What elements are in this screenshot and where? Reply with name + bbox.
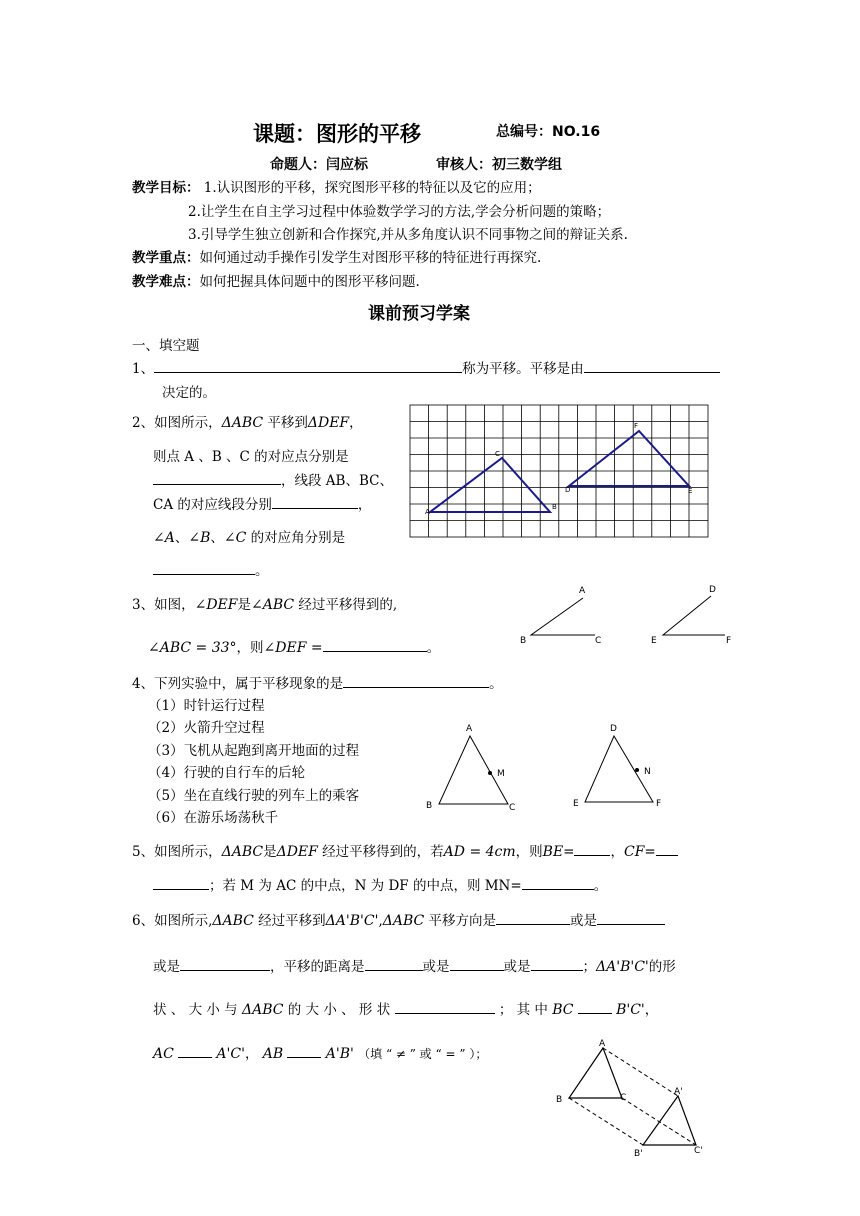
q5-text: ；若 M 为 AC 的中点，N 为 DF 的中点，则 MN=: [209, 878, 522, 894]
answer-blank[interactable]: [154, 358, 462, 373]
question-3-line-2: [148, 636, 440, 656]
goals-row: [132, 176, 541, 196]
serial-number: 总编号：NO.16: [496, 124, 601, 140]
answer-blank[interactable]: [531, 956, 583, 971]
q5-text: ，则: [515, 844, 543, 860]
question-3-line-1: [132, 593, 397, 613]
answer-blank[interactable]: [656, 841, 678, 856]
math-expr: CF: [623, 844, 645, 860]
q6-text: 6、如图所示,: [132, 913, 213, 929]
q6-text: 或是: [422, 959, 450, 975]
goals-label: 教学目标：: [132, 180, 200, 196]
q1-text: 称为平移。平移是由: [462, 361, 584, 377]
q4-text: 。: [489, 676, 503, 692]
answer-blank[interactable]: [395, 999, 495, 1014]
q6-text: ，: [644, 1002, 659, 1018]
option-item: （2）火箭升空过程: [148, 720, 265, 736]
answer-blank[interactable]: [153, 470, 281, 485]
q2-text: ，: [349, 415, 363, 431]
q6-text: 经过平移到: [258, 913, 326, 929]
answer-blank[interactable]: [574, 841, 610, 856]
q6-text: ； 其 中: [498, 1002, 548, 1018]
math-expr: A'B': [325, 1046, 354, 1062]
answer-blank[interactable]: [578, 999, 612, 1014]
point-label-c-prime: C': [694, 1146, 703, 1156]
math-expr: ∠B: [188, 530, 211, 546]
point-label-d: D: [610, 724, 617, 734]
goal-item: 2.让学生在自主学习过程中体验数学学习的方法,学会分析问题的策略；: [188, 204, 611, 220]
triangle-abc-prime: [643, 1096, 696, 1145]
option-item: （4）行驶的自行车的后轮: [148, 765, 306, 781]
q6-text: ，平移的距离是: [270, 959, 365, 975]
angle-figures: [515, 582, 745, 647]
q4-text: 4、下列实验中，属于平移现象的是: [132, 676, 344, 692]
question-2-line-5: [153, 526, 345, 546]
q6-text: ,: [378, 913, 383, 929]
question-2-line-1: [132, 411, 363, 431]
q6-text: 或是: [153, 959, 180, 975]
q6-text: 状 、 大 小 与: [153, 1002, 238, 1018]
q5-text: =: [644, 844, 656, 860]
question-6-line-3: [153, 998, 658, 1018]
math-expr: B'C': [616, 1002, 645, 1018]
point-label-b: B: [552, 503, 557, 511]
q6-text: ，: [244, 1046, 259, 1062]
answer-blank[interactable]: [178, 1043, 212, 1058]
q2-text: 、: [174, 530, 189, 546]
q2-text: 平移到: [267, 415, 308, 431]
q2-text: 则点 A 、B 、C 的对应点分别是: [153, 449, 349, 465]
option-item: （3）飞机从起跑到离开地面的过程: [148, 743, 360, 759]
difficulty-text: 如何把握具体问题中的图形平移问题.: [199, 274, 420, 290]
math-expr: ∠C: [223, 530, 247, 546]
difficulty-label: 教学难点：: [132, 274, 200, 290]
point-label-b-prime: B': [634, 1149, 643, 1158]
point-label-c: C: [620, 1093, 627, 1103]
answer-blank[interactable]: [597, 910, 665, 925]
q2-text: ，: [357, 497, 372, 513]
math-expr: ΔDEF: [307, 415, 350, 431]
grid-figure: [409, 404, 709, 538]
math-expr: ΔA'B'C': [325, 913, 379, 929]
q2-text: ，线段 AB、BC、: [281, 473, 393, 489]
point-label-c: C: [595, 636, 602, 646]
point-label-f: F: [726, 636, 732, 646]
midpoint-n: [635, 768, 639, 772]
q5-text: 5、如图所示，: [132, 844, 222, 860]
option-item: （1）时针运行过程: [148, 698, 265, 714]
math-expr: AB: [262, 1046, 284, 1062]
goal-item: 1.认识图形的平移，探究图形平移的特征以及它的应用；: [203, 180, 541, 196]
question-6-line-4: [153, 1042, 487, 1062]
math-expr: ∠A: [153, 530, 175, 546]
point-label-f: F: [656, 799, 662, 809]
q6-text: 的形: [648, 959, 676, 975]
point-label-b: B: [520, 636, 527, 646]
translation-figure: [548, 1036, 718, 1158]
math-expr: ΔABC: [221, 415, 264, 431]
math-expr: ∠DEF =: [263, 640, 323, 656]
point-label-a: A: [466, 724, 473, 734]
math-expr: ∠DEF: [194, 597, 238, 613]
answer-blank[interactable]: [153, 560, 255, 575]
question-1-line-1: [132, 357, 720, 377]
q5-text: ，: [610, 844, 624, 860]
question-2-line-6: [153, 559, 269, 579]
point-label-a-prime: A': [674, 1087, 683, 1097]
angle-abc: [531, 598, 595, 635]
q3-text: 是: [237, 597, 251, 613]
math-expr: ∠ABC: [250, 597, 295, 613]
question-6-line-1: [132, 909, 665, 929]
page-title: 课题：图形的平移: [253, 122, 421, 146]
question-5-line-1: [132, 840, 678, 860]
point-label-a: A: [425, 508, 430, 516]
math-expr: ΔABC: [221, 844, 264, 860]
key-point-row: [132, 246, 541, 266]
math-expr: ∠ABC = 33°: [148, 640, 237, 656]
answer-blank[interactable]: [287, 1043, 321, 1058]
reviewer: 审核人：初三数学组: [436, 157, 562, 173]
math-expr: AD = 4cm: [443, 844, 516, 860]
q6-text: 平移方向是: [428, 913, 497, 929]
author: 命题人：闫应标: [270, 157, 368, 173]
q5-text: 经过平移得到的，若: [322, 844, 444, 860]
point-label-e: E: [688, 487, 693, 495]
point-label-n: N: [644, 767, 651, 777]
difficulty-row: [132, 270, 420, 290]
point-label-b: B: [556, 1095, 563, 1105]
q5-text: 。: [593, 878, 608, 894]
point-label-d: D: [565, 486, 571, 494]
math-expr: ΔDEF: [276, 844, 318, 860]
point-label-f: F: [634, 422, 639, 430]
q6-text: 或是: [503, 959, 531, 975]
triangle-def: [569, 431, 689, 486]
triangle-def: [585, 736, 653, 802]
point-label-e: E: [573, 799, 579, 809]
q6-text: 的 大 小 、 形 状: [287, 1002, 391, 1018]
math-expr: ΔABC: [212, 913, 254, 929]
point-label-a: A: [599, 1039, 606, 1049]
goal-item: 3.引导学生独立创新和合作探究,并从多角度认识不同事物之间的辩证关系.: [188, 227, 628, 243]
q3-text: ，则: [236, 640, 264, 656]
answer-blank[interactable]: [153, 875, 209, 890]
math-expr: BE: [542, 844, 564, 860]
q2-text: 、: [210, 530, 224, 546]
question-2-line-3: [153, 469, 393, 489]
point-label-e: E: [651, 636, 657, 646]
math-expr: A'C': [216, 1046, 245, 1062]
q3-text: 经过平移得到的,: [298, 597, 398, 613]
point-label-c: C: [509, 803, 516, 813]
answer-blank[interactable]: [365, 956, 423, 971]
part-heading: 一、填空题: [132, 338, 200, 354]
math-expr: ΔABC: [382, 913, 425, 929]
q2-text: 2、如图所示，: [132, 415, 222, 431]
q6-text: （填 “ ≠ ” 或 “ = ” ）；: [358, 1047, 488, 1061]
q6-text: ；: [582, 959, 596, 975]
question-5-line-2: [153, 874, 607, 894]
answer-blank[interactable]: [343, 673, 489, 688]
section-title: 课前预习学案: [368, 304, 470, 324]
answer-blank[interactable]: [584, 358, 720, 373]
answer-blank[interactable]: [522, 875, 594, 890]
math-expr: AC: [153, 1046, 174, 1062]
point-label-a: A: [579, 586, 586, 596]
question-2-line-4: [153, 493, 371, 513]
point-label-m: M: [497, 769, 505, 779]
question-4-stem: [132, 672, 503, 692]
q5-text: 是: [263, 844, 277, 860]
answer-blank[interactable]: [450, 956, 504, 971]
q2-text: CA 的对应线段分别: [153, 497, 272, 513]
q5-text: =: [563, 844, 575, 860]
math-expr: ΔABC: [241, 1002, 284, 1018]
q2-text: 的对应角分别是: [250, 530, 346, 546]
triangle-abc: [569, 1048, 622, 1098]
option-item: （5）坐在直线行驶的列车上的乘客: [148, 788, 360, 804]
question-6-line-2: [153, 955, 676, 975]
midpoint-m: [488, 771, 492, 775]
key-point-label: 教学重点：: [132, 250, 200, 266]
angle-def: [663, 596, 725, 635]
answer-blank[interactable]: [180, 956, 270, 971]
math-expr: ΔA'B'C': [596, 959, 649, 975]
option-item: （6）在游乐场荡秋千: [148, 810, 279, 826]
question-number: 1、: [132, 361, 155, 377]
math-expr: BC: [552, 1002, 574, 1018]
answer-blank[interactable]: [323, 637, 427, 652]
key-point-text: 如何通过动手操作引发学生对图形平移的特征进行再探究.: [199, 250, 542, 266]
point-label-c: C: [495, 450, 500, 458]
point-label-d: D: [709, 585, 716, 595]
q3-text: 3、如图，: [132, 597, 195, 613]
triangle-figures: [420, 720, 680, 820]
q2-text: 。: [255, 563, 269, 579]
q3-text: 。: [426, 640, 441, 656]
q6-text: 或是: [570, 913, 598, 929]
grid-lines: [410, 405, 708, 537]
q1-end: 决定的。: [162, 385, 216, 401]
answer-blank[interactable]: [496, 910, 570, 925]
point-label-b: B: [426, 801, 433, 811]
answer-blank[interactable]: [272, 494, 358, 509]
